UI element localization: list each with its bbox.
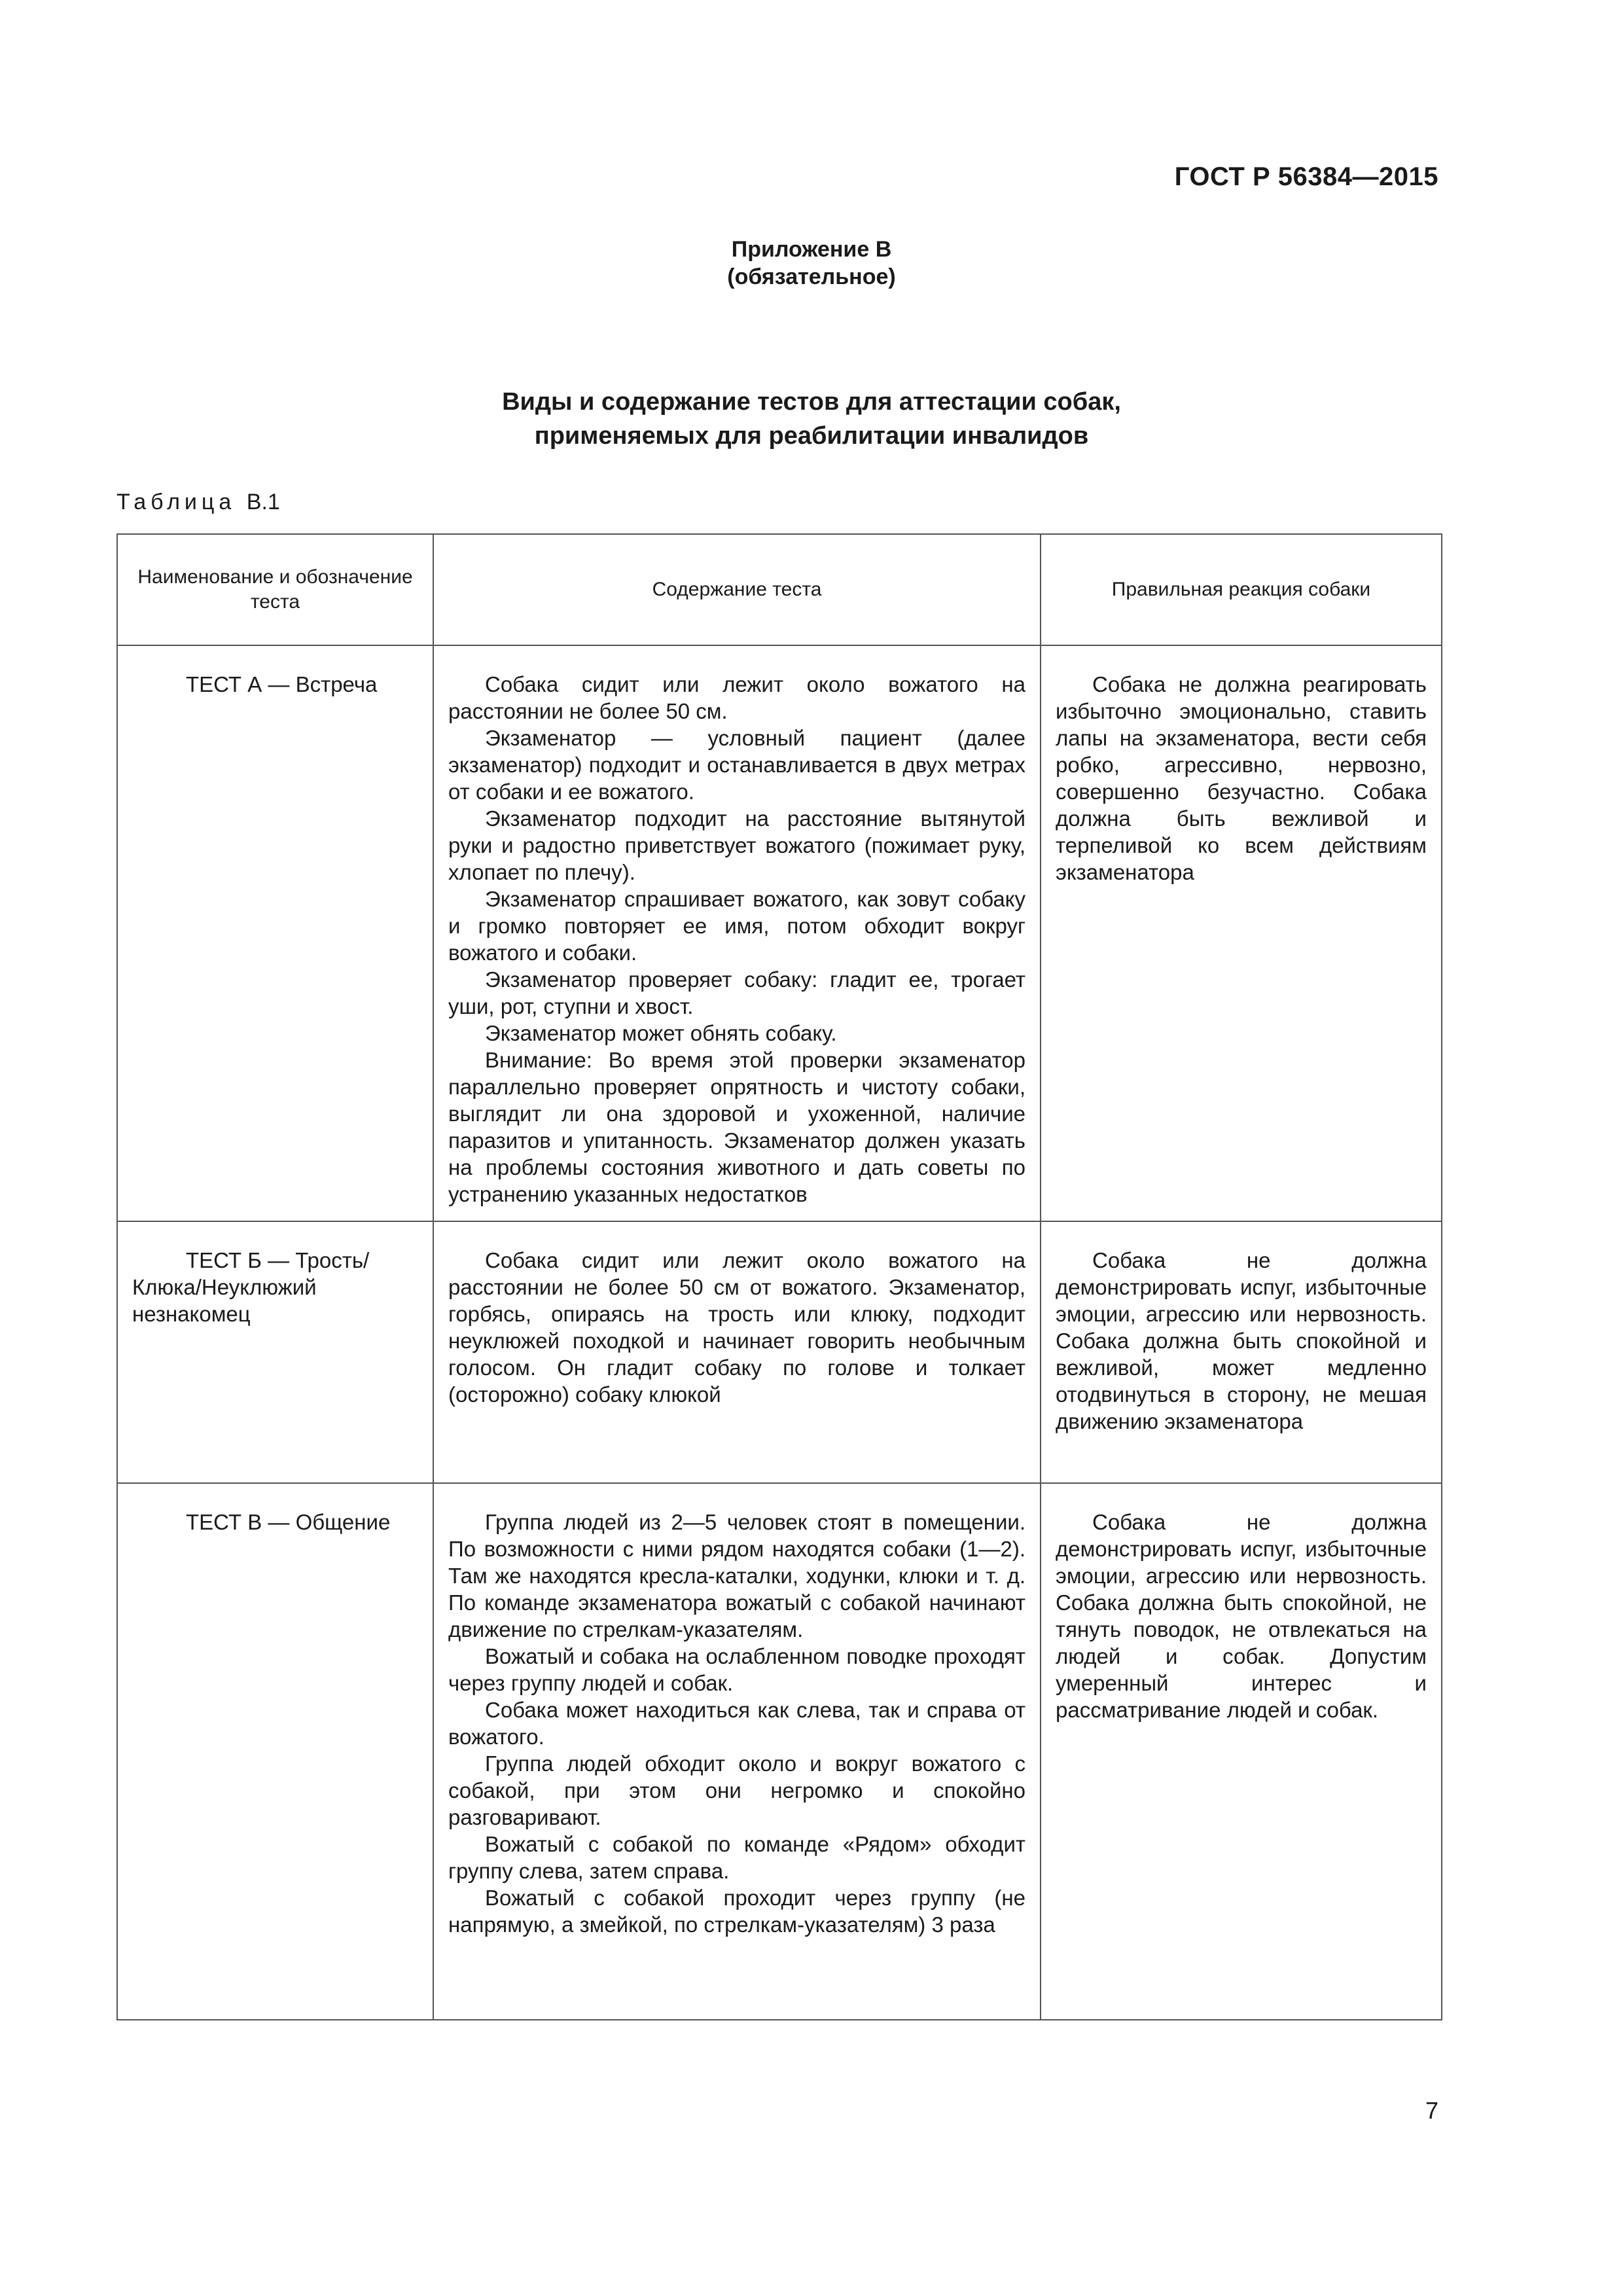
content-paragraph: Собака может находиться как слева, так и справа от вожатого. [448, 1698, 1026, 1749]
content-paragraph: Вожатый с собакой проходит через группу (не напрямую, а змейкой, по стрелкам-указателям) 3 раза [448, 1886, 1026, 1937]
tests-table [116, 533, 1442, 2020]
page-title [0, 385, 1623, 453]
content-paragraph: Экзаменатор — условный пациент (далее экзаменатор) подходит и останавливается в двух метрах от собаки и ее вожатого. [448, 726, 1026, 804]
test-name-cell [117, 645, 433, 1221]
test-name: ТЕСТ А — Встреча [186, 672, 378, 696]
dog-reaction-text: Собака не должна реагировать избыточно эмоционально, ставить лапы на экзаменатора, вести себя робко, агрессивно, нервозно, совершенно безучастно. Собака должна быть вежливой и терпеливой ко всем действиям экзаменатора [1056, 672, 1427, 884]
test-content-cell [433, 1221, 1041, 1483]
table-label-number: В.1 [246, 490, 280, 514]
content-paragraph: Собака сидит или лежит около вожатого на расстоянии не более 50 см. [448, 672, 1026, 723]
table-label [116, 490, 280, 515]
content-paragraph: Вожатый и собака на ослабленном поводке проходят через группу людей и собак. [448, 1644, 1026, 1695]
header-test-name: Наименование и обозначение теста [117, 534, 433, 645]
test-content-cell [433, 645, 1041, 1221]
dog-reaction-text: Собака не должна демонстрировать испуг, избыточные эмоции, агрессию или нервозность. Собака должна быть спокойной, не тянуть поводок, не отвлекаться на людей и собак. Допустим умеренный интерес и рассматривание людей и собак. [1056, 1510, 1427, 1722]
page-title-line-1: Виды и содержание тестов для аттестации собак, [502, 388, 1121, 416]
content-paragraph: Экзаменатор проверяет собаку: гладит ее, трогает уши, рот, ступни и хвост. [448, 967, 1026, 1018]
dog-reaction-cell [1041, 1221, 1442, 1483]
dog-reaction-cell [1041, 1483, 1442, 2020]
content-paragraph: Вожатый с собакой по команде «Рядом» обходит группу слева, затем справа. [448, 1832, 1026, 1883]
table-row [117, 645, 1442, 1221]
page-number: 7 [1425, 2097, 1438, 2124]
table-header-row [117, 534, 1442, 645]
appendix-title: Приложение В [731, 237, 892, 262]
table-label-word: Таблица [116, 490, 236, 514]
content-paragraph: Экзаменатор может обнять собаку. [485, 1021, 837, 1045]
table-row [117, 1221, 1442, 1483]
content-paragraph: Экзаменатор подходит на расстояние вытянутой руки и радостно приветствует вожатого (пожимает руку, хлопает по плечу). [448, 806, 1026, 884]
content-paragraph: Экзаменатор спрашивает вожатого, как зовут собаку и громко повторяет ее имя, потом обходит вокруг вожатого и собаки. [448, 887, 1026, 965]
appendix-status: (обязательное) [727, 264, 896, 289]
content-paragraph: Внимание: Во время этой проверки экзаменатор параллельно проверяет опрятность и чистоту собаки, выглядит ли она здоровой и ухоженной, наличие паразитов и упитанность. Экзаменатор должен указать на проблемы состояния животного и дать советы по устранению указанных недостатков [448, 1048, 1026, 1206]
header-dog-reaction: Правильная реакция собаки [1041, 534, 1442, 645]
header-test-content: Содержание теста [433, 534, 1041, 645]
content-paragraph: Группа людей из 2—5 человек стоят в помещении. По возможности с ними рядом находятся собаки (1—2). Там же находятся кресла-каталки, ходунки, клюки и т. д. По команде экзаменатора вожатый с собакой начинают движение по стрелкам-указателям. [448, 1510, 1026, 1641]
dog-reaction-text: Собака не должна демонстрировать испуг, избыточные эмоции, агрессию или нервозность. Собака должна быть спокойной и вежливой, может медленно отодвинуться в сторону, не мешая движению экзаменатора [1056, 1248, 1427, 1433]
test-name-cell [117, 1221, 433, 1483]
test-content-cell [433, 1483, 1041, 2020]
content-paragraph: Группа людей обходит около и вокруг вожатого с собакой, при этом они негромко и спокойно разговаривают. [448, 1751, 1026, 1829]
content-paragraph: Собака сидит или лежит около вожатого на расстоянии не более 50 см от вожатого. Экзаменатор, горбясь, опираясь на трость или клюку, подходит неуклюжей походкой и начинает говорить необычным голосом. Он гладит собаку по голове и толкает (осторожно) собаку клюкой [448, 1248, 1026, 1407]
appendix-heading [0, 236, 1623, 291]
test-name-cell [117, 1483, 433, 2020]
document-id: ГОСТ Р 56384—2015 [1174, 162, 1438, 191]
table-row [117, 1483, 1442, 2020]
dog-reaction-cell [1041, 645, 1442, 1221]
page-title-line-2: применяемых для реабилитации инвалидов [534, 422, 1089, 450]
test-name: ТЕСТ Б — Трость/Клюка/Неуклюжий незнакомец [132, 1248, 370, 1326]
test-name: ТЕСТ В — Общение [186, 1510, 391, 1534]
